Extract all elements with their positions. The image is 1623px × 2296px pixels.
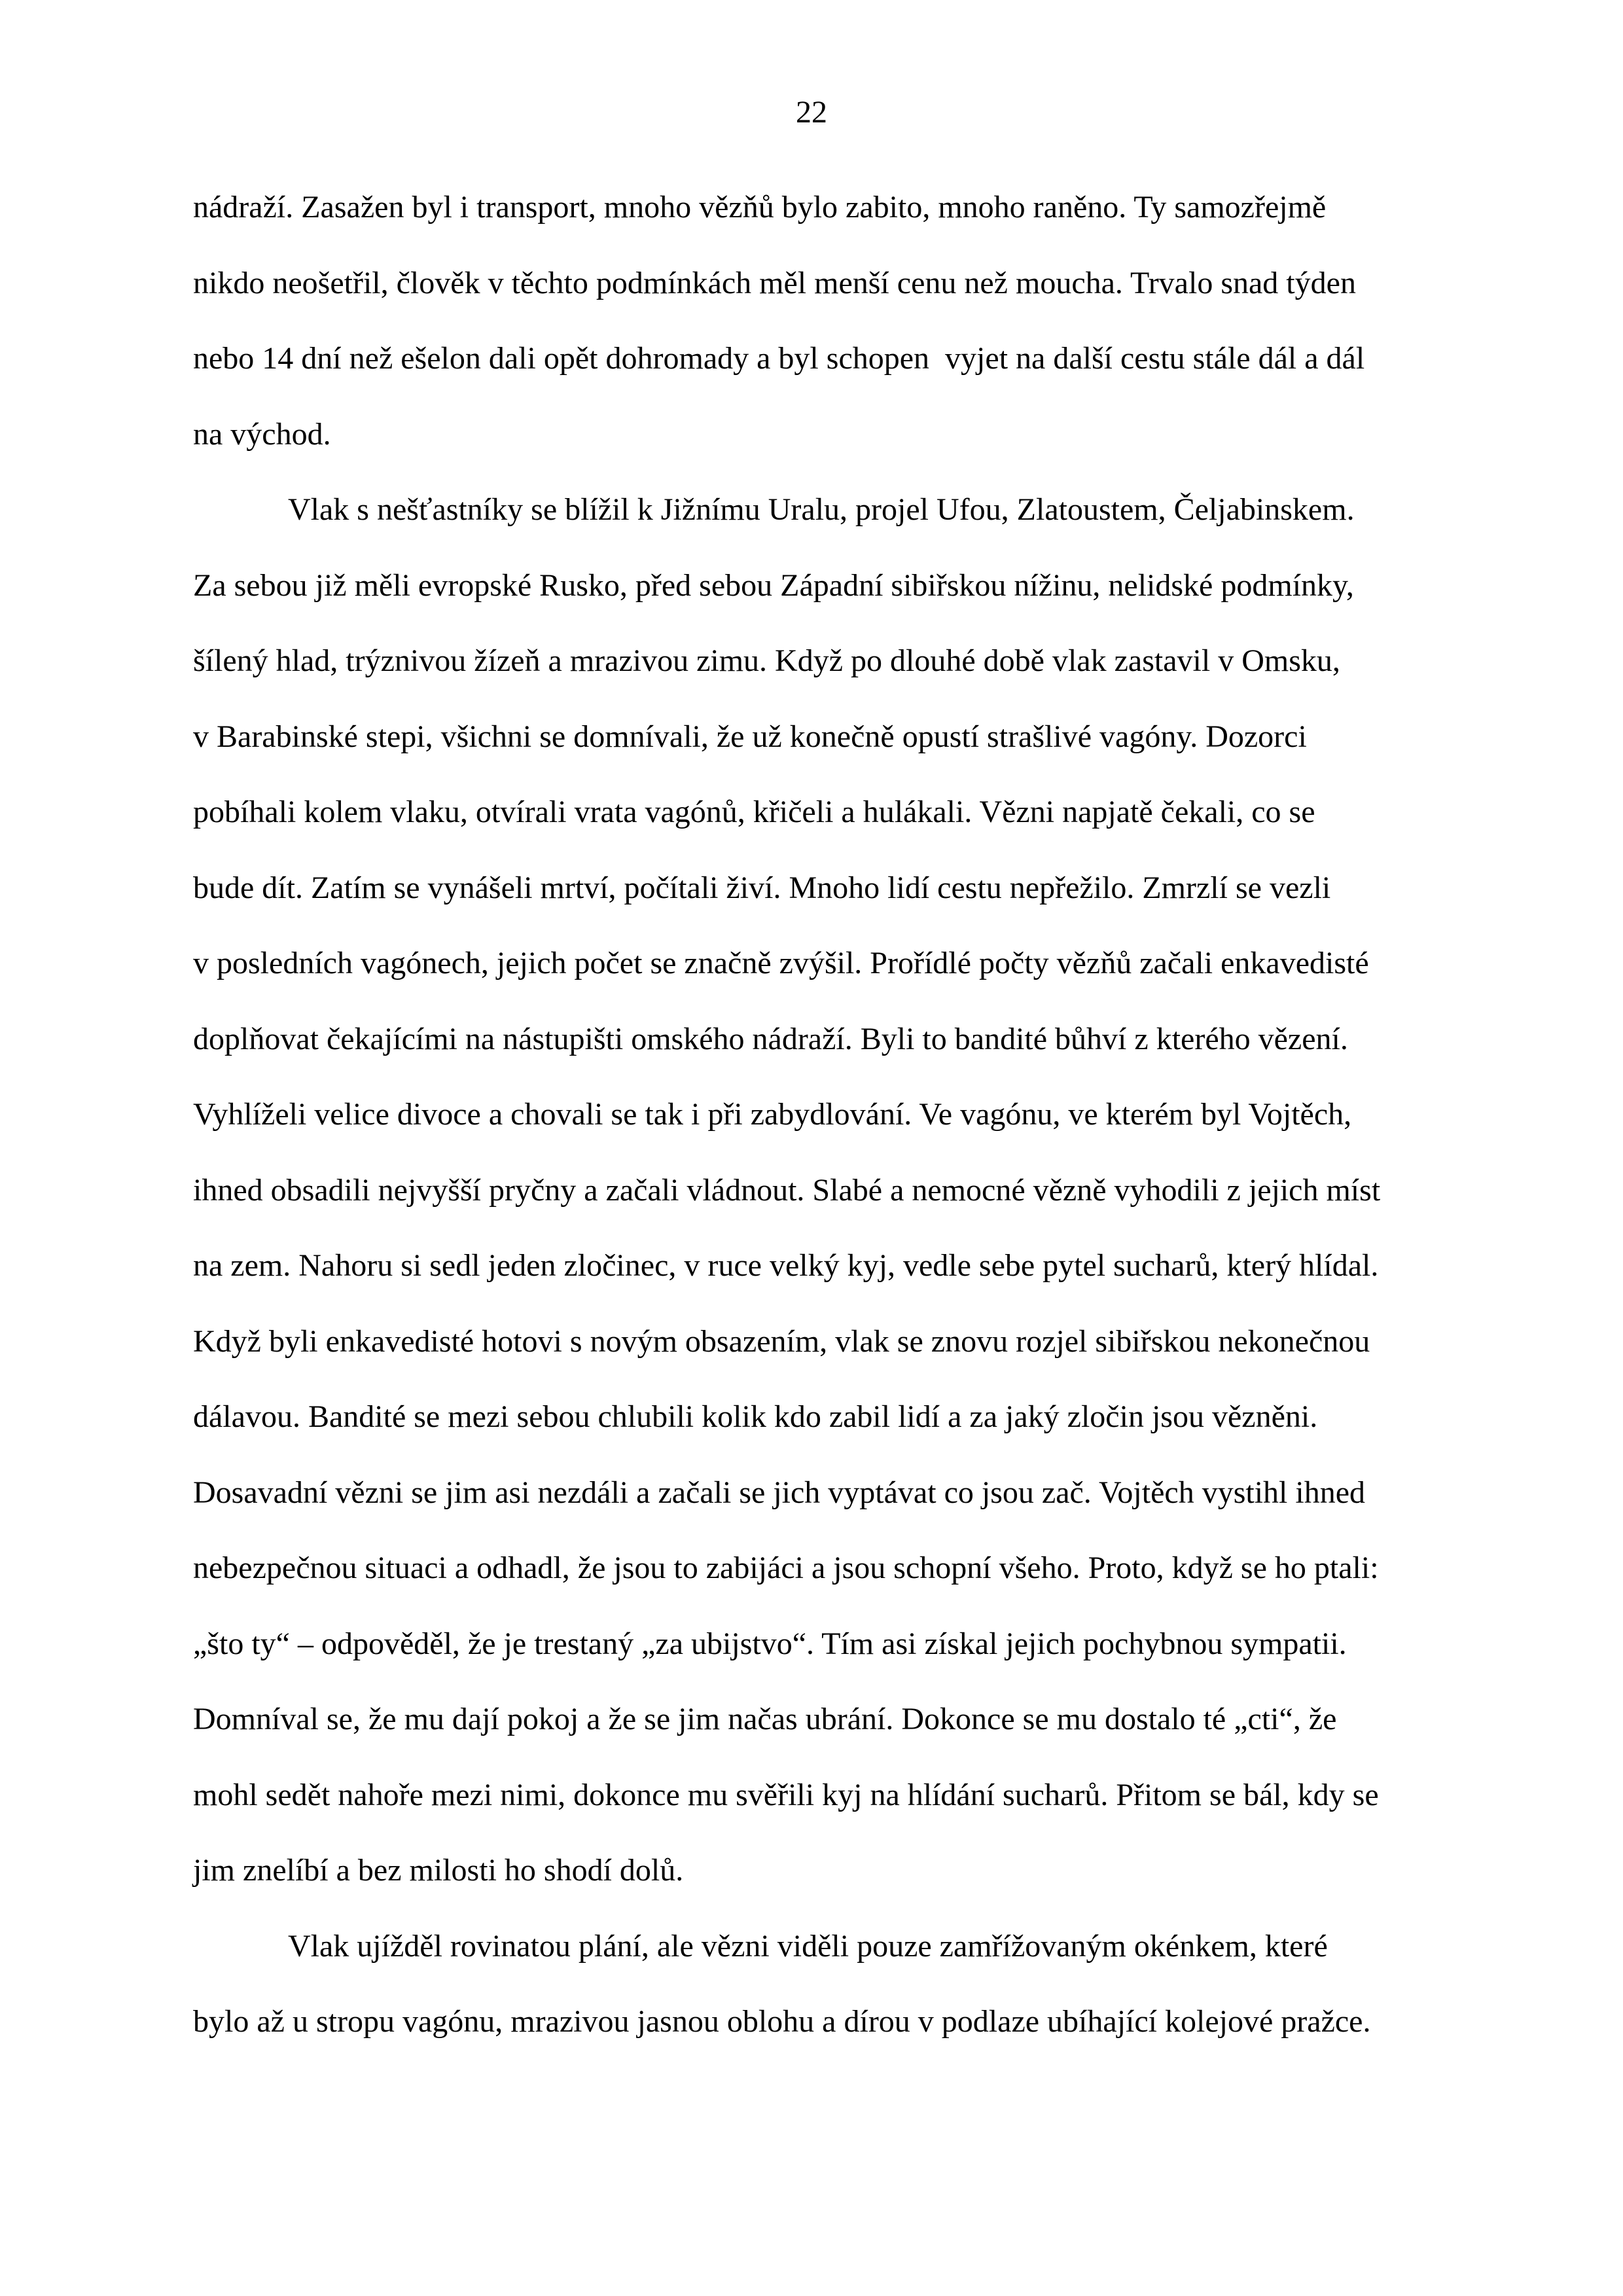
text-line: Vlak ujížděl rovinatou plání, ale vězni viděli pouze zamřížovaným okénkem, které (288, 1928, 1328, 1964)
text-line: nikdo neošetřil, člověk v těchto podmínkách měl menší cenu než moucha. Trvalo snad týden (193, 265, 1356, 300)
text-line: nádraží. Zasažen byl i transport, mnoho vězňů bylo zabito, mnoho raněno. Ty samozřejmě (193, 190, 1327, 224)
text-line: Dosavadní vězni se jim asi nezdáli a začali se jich vyptávat co jsou zač. Vojtěch vystihl ihned (193, 1475, 1366, 1510)
text-line: Domníval se, že mu dají pokoj a že se jim načas ubrání. Dokonce se mu dostalo té „cti“, že (193, 1702, 1337, 1736)
text-line: mohl sedět nahoře mezi nimi, dokonce mu svěřili kyj na hlídání sucharů. Přitom se bál, kdy se (193, 1777, 1379, 1812)
text-line: na východ. (193, 416, 331, 452)
text-line: nebo 14 dní než ešelon dali opět dohromady a byl schopen vyjet na další cestu stále dál a dál (193, 341, 1365, 376)
text-line: Vlak s nešťastníky se blížil k Jižnímu Uralu, projel Ufou, Zlatoustem, Čeljabinskem. (288, 492, 1355, 527)
text-line: dálavou. Bandité se mezi sebou chlubili kolik kdo zabil lidí a za jaký zločin jsou vězněni. (193, 1399, 1318, 1434)
text-line: bylo až u stropu vagónu, mrazivou jasnou oblohu a dírou v podlaze ubíhající kolejové pražce. (193, 2004, 1371, 2039)
text-line: v posledních vagónech, jejich počet se značně zvýšil. Prořídlé počty vězňů začali enkavedisté (193, 946, 1369, 980)
text-line: ihned obsadili nejvyšší pryčny a začali vládnout. Slabé a nemocné vězně vyhodili z jejich míst (193, 1172, 1381, 1208)
text-line: na zem. Nahoru si sedl jeden zločinec, v ruce velký kyj, vedle sebe pytel sucharů, který hlídal. (193, 1248, 1379, 1283)
text-line: Když byli enkavedisté hotovi s novým obsazením, vlak se znovu rozjel sibiřskou nekonečnou (193, 1323, 1370, 1359)
text-line: jim znelíbí a bez milosti ho shodí dolů. (193, 1853, 684, 1888)
text-line: pobíhali kolem vlaku, otvírali vrata vagónů, křičeli a hulákali. Vězni napjatě čekali, co se (193, 795, 1315, 829)
text-line: „što ty“ – odpověděl, že je trestaný „za ubijstvo“. Tím asi získal jejich pochybnou sympatii. (193, 1626, 1347, 1661)
page-number: 22 (796, 95, 827, 130)
document-body (193, 170, 1443, 2060)
text-line: šílený hlad, trýznivou žízeň a mrazivou zimu. Když po dlouhé době vlak zastavil v Omsku, (193, 643, 1340, 678)
text-line: bude dít. Zatím se vynášeli mrtví, počítali živí. Mnoho lidí cestu nepřežilo. Zmrzlí se vezli (193, 870, 1331, 905)
text-line: Vyhlíželi velice divoce a chovali se tak i při zabydlování. Ve vagónu, ve kterém byl Vojtěch, (193, 1097, 1352, 1132)
text-line: nebezpečnou situaci a odhadl, že jsou to zabijáci a jsou schopní všeho. Proto, když se ho ptali: (193, 1551, 1379, 1585)
text-line: v Barabinské stepi, všichni se domnívali, že už konečně opustí strašlivé vagóny. Dozorci (193, 719, 1307, 754)
text-line: Za sebou již měli evropské Rusko, před sebou Západní sibiřskou nížinu, nelidské podmínky, (193, 567, 1354, 603)
text-line: doplňovat čekajícími na nástupišti omského nádraží. Byli to bandité bůhví z kterého vězení. (193, 1021, 1348, 1056)
